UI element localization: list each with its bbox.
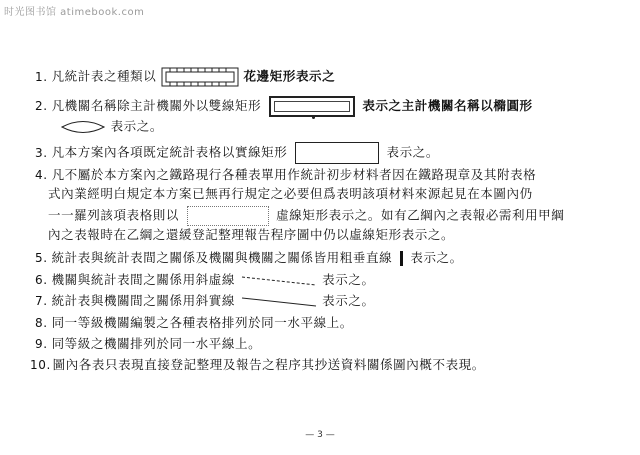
item-text: 表示之。 bbox=[110, 118, 163, 134]
legend-item-4-cont bbox=[48, 206, 564, 226]
legend-item-9 bbox=[35, 336, 261, 352]
item-number: 6. bbox=[35, 273, 48, 287]
item-text: 凡不屬於本方案內之鐵路現行各種表單用作統計初步材料者因在鐵路現章及其附表格 bbox=[51, 167, 537, 182]
legend-item-1 bbox=[35, 67, 335, 87]
ellipse-symbol bbox=[60, 118, 106, 136]
dashed-rectangle-symbol bbox=[187, 206, 269, 226]
item-text: 機關與統計表間之關係用斜虛線 bbox=[51, 272, 235, 287]
item-text: 表示之。 bbox=[410, 250, 463, 265]
item-text: 同等級之機關排列於同一水平線上。 bbox=[51, 336, 262, 351]
item-text: 表示之。 bbox=[322, 272, 375, 287]
item-number: 7. bbox=[35, 294, 48, 308]
item-number: 2. bbox=[35, 99, 48, 113]
item-text: 一一羅列該項表格則以 bbox=[48, 207, 180, 223]
thick-vertical-line-symbol bbox=[400, 251, 403, 266]
item-number: 3. bbox=[35, 145, 48, 160]
legend-item-2-cont bbox=[60, 118, 163, 136]
item-text: 統計表與機關間之關係用斜實線 bbox=[51, 293, 235, 308]
legend-item-6 bbox=[35, 272, 375, 288]
item-text: 圖內各表只表現直接登記整理及報告之程序其抄送資料關係圖內概不表現。 bbox=[52, 357, 485, 372]
legend-item-8 bbox=[35, 315, 353, 331]
item-number: 8. bbox=[35, 316, 48, 330]
legend-item-4 bbox=[35, 167, 536, 183]
diagonal-dashed-line-symbol bbox=[240, 274, 318, 288]
legend-item-7 bbox=[35, 293, 375, 309]
item-text: 花邊矩形表示之 bbox=[243, 68, 336, 84]
item-text: 表示之主計機關名稱以橢圓形 bbox=[362, 98, 533, 113]
item-number: 1. bbox=[35, 69, 48, 84]
diagonal-solid-line-symbol bbox=[240, 295, 318, 309]
item-text: 同一等級機關編製之各種表格排列於同一水平線上。 bbox=[51, 315, 353, 330]
legend-item-4-cont bbox=[48, 227, 454, 243]
solid-rectangle-symbol bbox=[295, 142, 379, 164]
legend-item-4-cont bbox=[48, 186, 533, 202]
watermark-text: 时光图书馆 atimebook.com bbox=[4, 7, 145, 18]
item-text: 虛線矩形表示之。如有乙綱內之表報必需利用甲綱 bbox=[276, 207, 565, 223]
item-number: 5. bbox=[35, 251, 48, 265]
page-number: — 3 — bbox=[305, 430, 335, 440]
legend-item-3 bbox=[35, 142, 439, 164]
legend-item-5 bbox=[35, 250, 463, 266]
item-number: 9. bbox=[35, 337, 48, 351]
item-text: 統計表與統計表間之關係及機關與機關之關係皆用粗垂直線 bbox=[51, 250, 393, 265]
legend-item-10 bbox=[30, 357, 485, 373]
item-text: 凡本方案內各項既定統計表格以實線矩形 bbox=[51, 144, 288, 160]
item-text: 內之表報時在乙綱之還緩登記整理報告程序圖中仍以虛線矩形表示之。 bbox=[48, 227, 455, 242]
item-text: 凡統計表之種類以 bbox=[51, 68, 157, 84]
item-text: 式內業經明白規定本方案已無再行規定之必要但爲表明該項材料來源起見在本圖內仍 bbox=[48, 186, 533, 201]
item-text: 表示之。 bbox=[322, 293, 375, 308]
decorated-rectangle-symbol bbox=[161, 67, 239, 87]
double-line-rectangle-symbol bbox=[269, 96, 355, 117]
item-number: 4. bbox=[35, 168, 48, 182]
item-text: 表示之。 bbox=[386, 144, 439, 160]
legend-item-2 bbox=[35, 96, 533, 117]
item-text: 凡機關名稱除主計機關外以雙線矩形 bbox=[51, 98, 262, 113]
item-number: 10. bbox=[30, 358, 51, 372]
